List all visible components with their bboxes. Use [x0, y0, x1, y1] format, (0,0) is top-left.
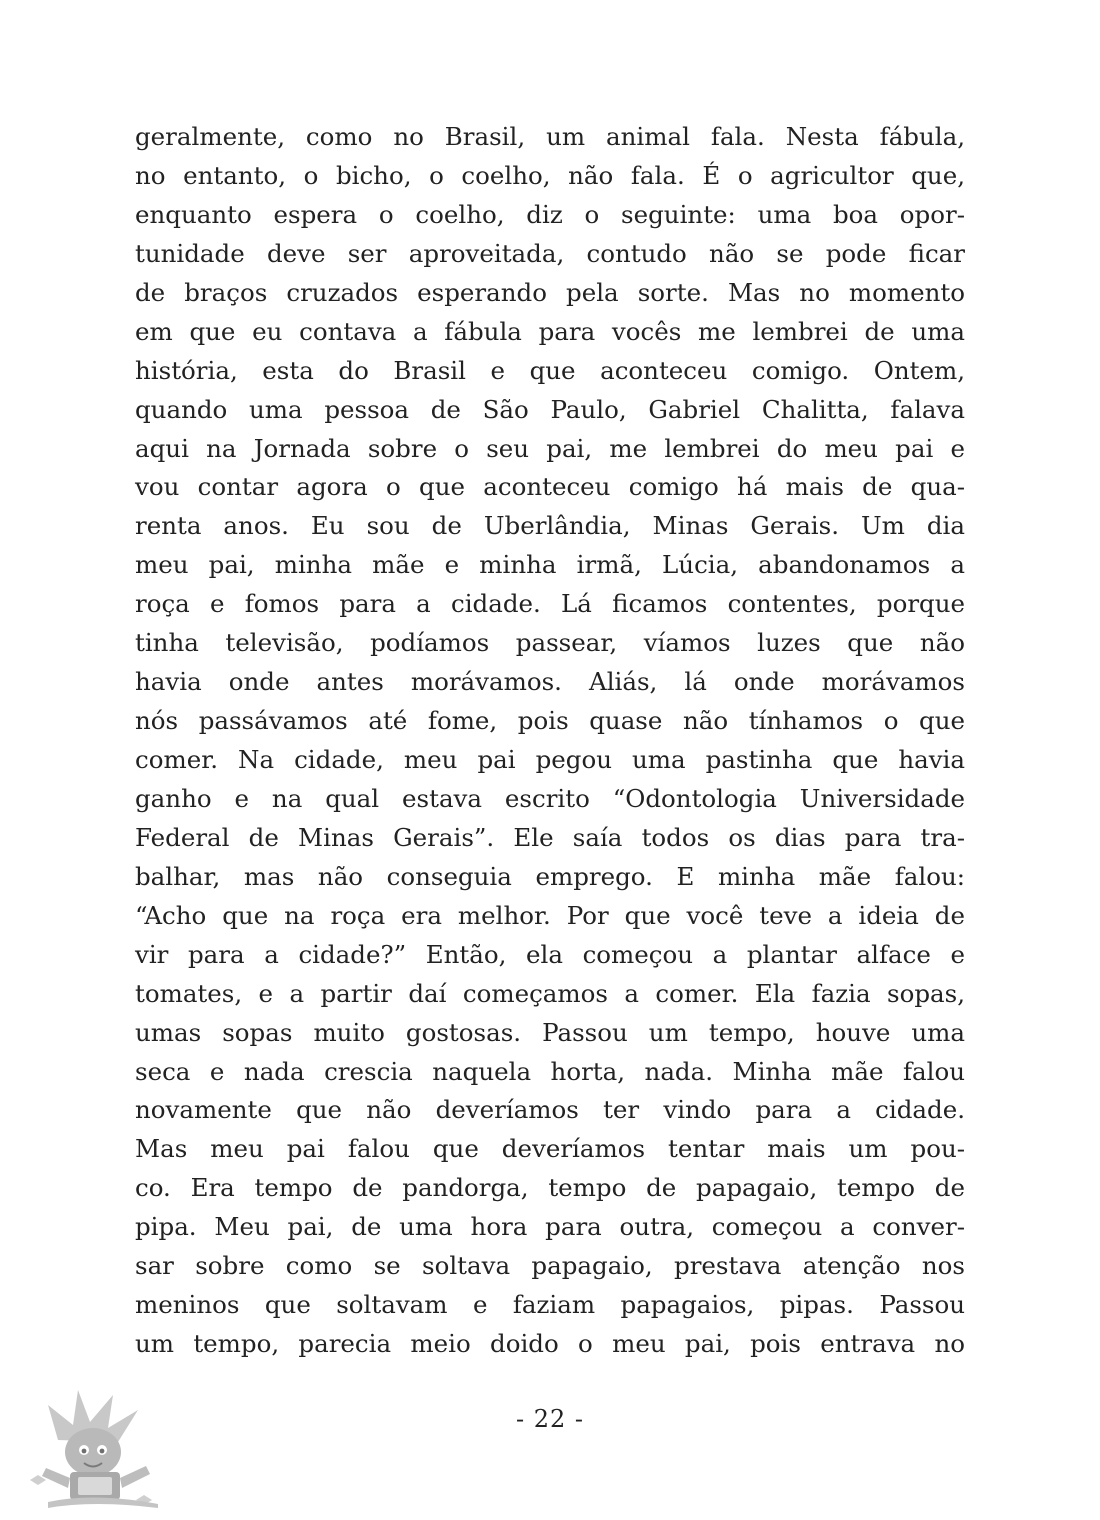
page-number: - 22 - — [515, 1405, 584, 1433]
text-line: co. Era tempo de pandorga, tempo de papagaio, tempo de — [135, 1173, 965, 1203]
text-line: Mas meu pai falou que deveríamos tentar mais um pou- — [135, 1134, 965, 1164]
text-line: renta anos. Eu sou de Uberlândia, Minas Gerais. Um dia — [135, 511, 965, 541]
text-line: balhar, mas não conseguia emprego. E minha mãe falou: — [135, 861, 965, 891]
text-line: pipa. Meu pai, de uma hora para outra, começou a conver- — [135, 1212, 965, 1242]
text-line: tinha televisão, podíamos passear, víamos luzes que não — [135, 628, 965, 658]
text-line: nós passávamos até fome, pois quase não tínhamos o que — [135, 706, 965, 736]
text-line: em que eu contava a fábula para vocês me lembrei de uma — [135, 316, 965, 346]
text-line: vou contar agora o que aconteceu comigo há mais de qua- — [135, 472, 965, 502]
text-line: sar sobre como se soltava papagaio, prestava atenção nos — [135, 1251, 965, 1281]
text-line: meu pai, minha mãe e minha irmã, Lúcia, abandonamos a — [135, 550, 965, 580]
text-line: história, esta do Brasil e que aconteceu comigo. Ontem, — [135, 355, 965, 385]
text-line: quando uma pessoa de São Paulo, Gabriel Chalitta, falava — [135, 394, 965, 424]
text-line: havia onde antes morávamos. Aliás, lá onde morávamos — [135, 667, 965, 697]
text-line: no entanto, o bicho, o coelho, não fala. É o agricultor que, — [135, 160, 965, 190]
text-line: ganho e na qual estava escrito “Odontologia Universidade — [135, 783, 965, 813]
text-line: enquanto espera o coelho, diz o seguinte: uma boa opor- — [135, 199, 965, 229]
text-line: vir para a cidade?” Então, ela começou a plantar alface e — [135, 939, 965, 969]
text-line: um tempo, parecia meio doido o meu pai, pois entrava no — [135, 1329, 965, 1359]
text-line: novamente que não deveríamos ter vindo para a cidade. — [135, 1095, 965, 1125]
text-line: aqui na Jornada sobre o seu pai, me lembrei do meu pai e — [135, 433, 965, 463]
text-line: Federal de Minas Gerais”. Ele saía todos os dias para tra- — [135, 822, 965, 852]
text-line: seca e nada crescia naquela horta, nada. Minha mãe falou — [135, 1056, 965, 1086]
text-line: umas sopas muito gostosas. Passou um tempo, houve uma — [135, 1017, 965, 1047]
text-line: comer. Na cidade, meu pai pegou uma pastinha que havia — [135, 745, 965, 774]
text-line: tomates, e a partir daí começamos a comer. Ela fazia sopas, — [135, 978, 965, 1008]
text-line: meninos que soltavam e faziam papagaios, pipas. Passou — [135, 1290, 965, 1320]
text-line: roça e fomos para a cidade. Lá ficamos contentes, porque — [135, 589, 965, 619]
text-line: geralmente, como no Brasil, um animal fala. Nesta fábula, — [135, 122, 965, 151]
mascot-illustration-icon — [18, 1380, 168, 1510]
body-text — [135, 118, 965, 1364]
text-line: “Acho que na roça era melhor. Por que você teve a ideia de — [135, 900, 965, 930]
text-line: tunidade deve ser aproveitada, contudo não se pode ficar — [135, 238, 965, 268]
text-line: de braços cruzados esperando pela sorte. Mas no momento — [135, 277, 965, 307]
